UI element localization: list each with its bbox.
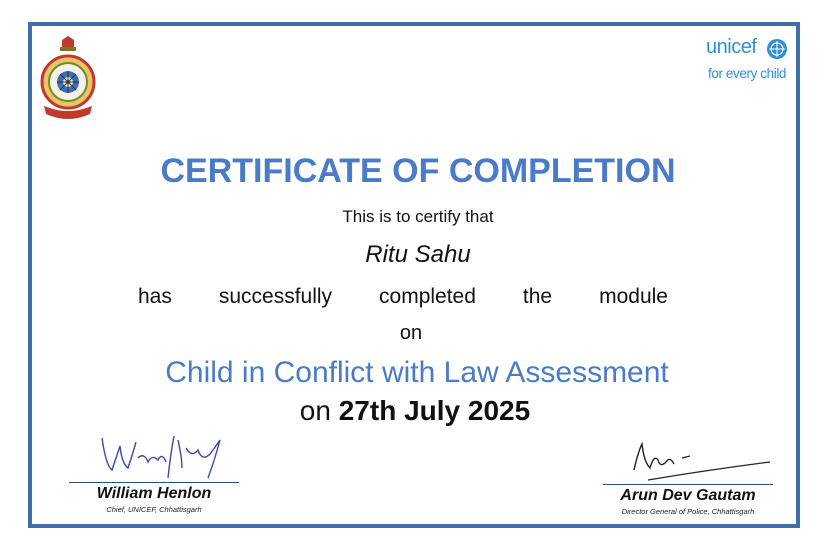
completion-word: module — [599, 285, 668, 308]
certify-text: This is to certify that — [342, 207, 494, 226]
police-emblem-icon — [36, 34, 100, 124]
unicef-logo — [706, 36, 790, 88]
unicef-tagline: for every child — [708, 66, 787, 81]
completion-word: successfully — [218, 285, 333, 308]
handwritten-signature-left — [74, 428, 234, 482]
module-name: Child in Conflict with Law Assessment — [165, 356, 669, 389]
completion-word: the — [522, 285, 553, 308]
completion-date — [0, 395, 830, 427]
signature-line-left — [69, 482, 239, 483]
signature-block-right — [598, 440, 778, 516]
handwritten-signature-right — [598, 440, 778, 484]
signatory-role-left: Chief, UNICEF, Chhattisgarh — [106, 505, 202, 514]
signature-block-left — [64, 428, 244, 514]
signatory-name-right: Arun Dev Gautam — [620, 487, 756, 504]
on-text: on — [399, 322, 423, 344]
completion-statement — [138, 285, 668, 309]
completion-word: completed — [379, 285, 476, 308]
signatory-name-left: William Henlon — [96, 485, 212, 502]
date-prefix: on — [299, 395, 331, 426]
signature-line-right — [603, 484, 773, 485]
signatory-role-right: Director General of Police, Chhattisgarh — [621, 507, 755, 516]
date-value: 27th July 2025 — [338, 395, 531, 426]
recipient-name: Ritu Sahu — [365, 241, 471, 268]
unicef-wordmark: unicef — [706, 36, 757, 58]
certificate-title: CERTIFICATE OF COMPLETION — [160, 152, 676, 190]
unicef-globe-icon — [766, 38, 788, 60]
completion-word: has — [138, 285, 172, 308]
